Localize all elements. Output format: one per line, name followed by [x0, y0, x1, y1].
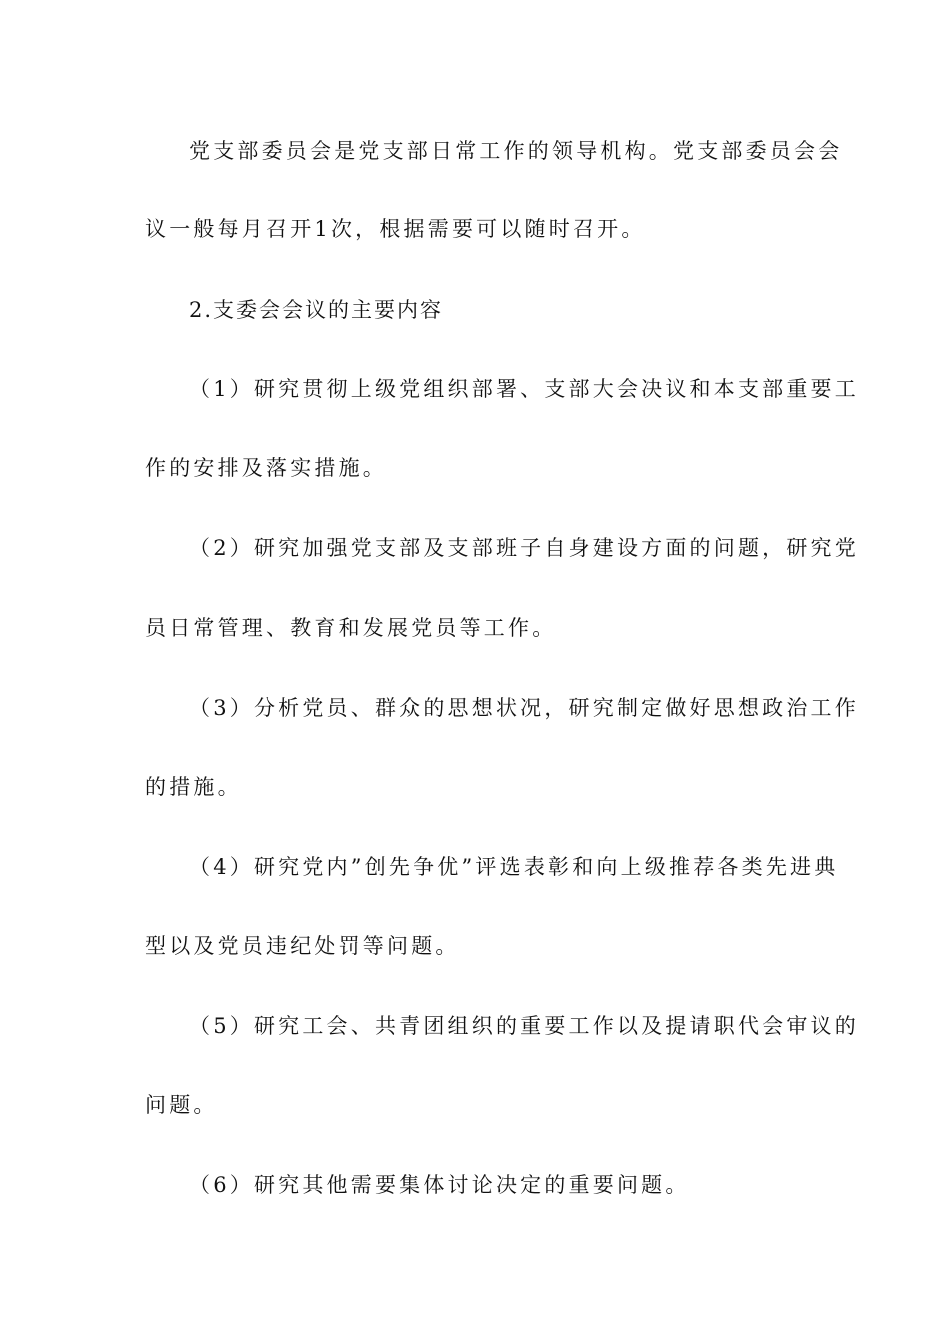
item-5-line-2: 问题。	[145, 1093, 218, 1117]
item-2-line-1: （2）研究加强党支部及支部班子自身建设方面的问题，研究党	[189, 536, 859, 560]
item-6-line-1: （6）研究其他需要集体讨论决定的重要问题。	[189, 1173, 690, 1197]
paragraph-1-line-1: 党支部委员会是党支部日常工作的领导机构。党支部委员会会	[189, 139, 843, 163]
item-3-line-1: （3）分析党员、群众的思想状况，研究制定做好思想政治工作	[189, 696, 859, 720]
item-4-line-1: （4）研究党内”创先争优”评选表彰和向上级推荐各类先进典	[189, 855, 839, 879]
item-2-line-2: 员日常管理、教育和发展党员等工作。	[145, 616, 557, 640]
item-5-line-1: （5）研究工会、共青团组织的重要工作以及提请职代会审议的	[189, 1014, 859, 1038]
item-1-line-1: （1）研究贯彻上级党组织部署、支部大会决议和本支部重要工	[189, 377, 859, 401]
item-1-line-2: 作的安排及落实措施。	[145, 456, 387, 480]
section-heading: 2.支委会会议的主要内容	[189, 298, 444, 322]
item-4-line-2: 型以及党员违纪处罚等问题。	[145, 934, 460, 958]
paragraph-1-line-2: 议一般每月召开1次，根据需要可以随时召开。	[145, 217, 646, 241]
item-3-line-2: 的措施。	[145, 775, 242, 799]
